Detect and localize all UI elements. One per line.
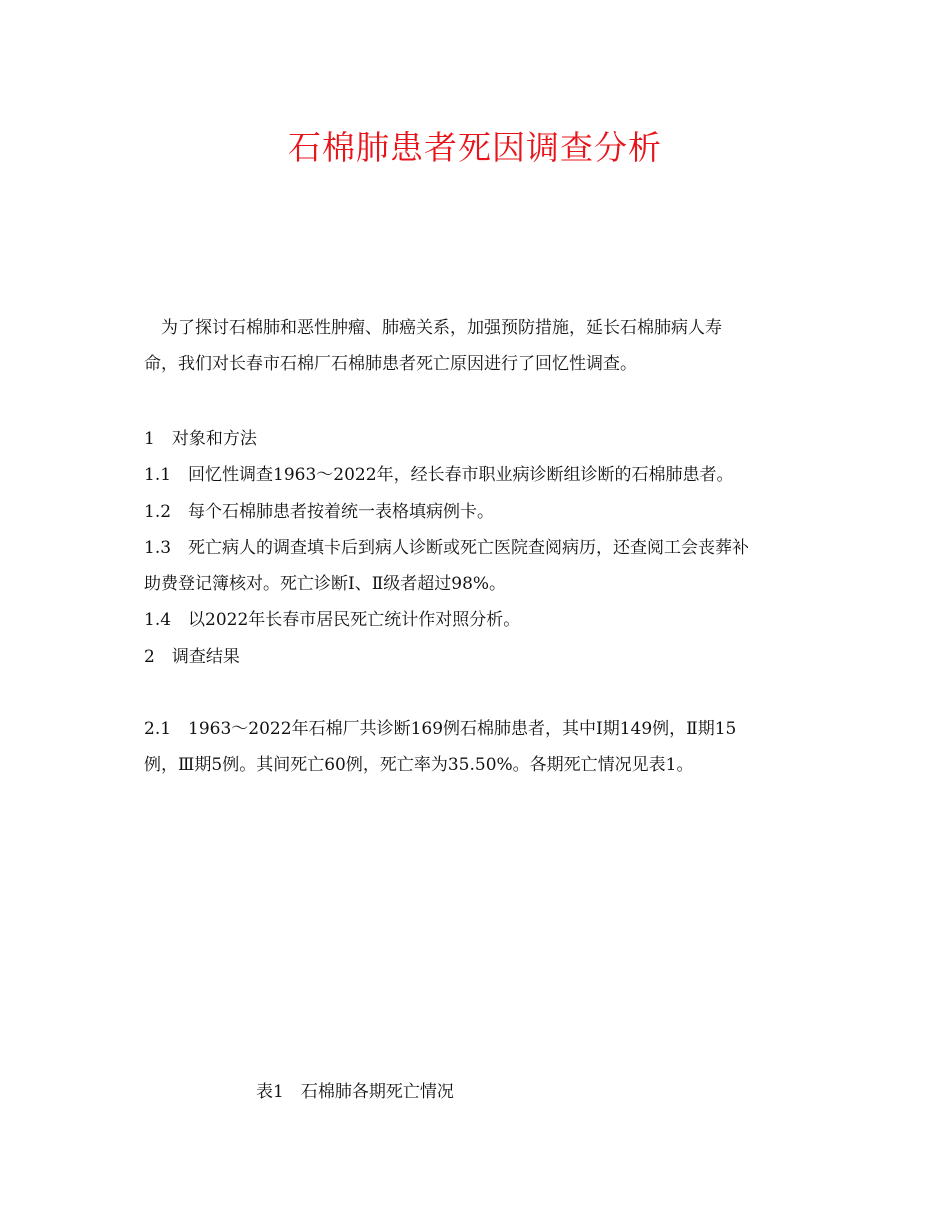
table-1-caption: 表1 石棉肺各期死亡情况 [256,1082,454,1102]
intro-paragraph-line-2: 命，我们对长春市石棉厂石棉肺患者死亡原因进行了回忆性调查。 [144,354,637,374]
section-1-heading: 1 对象和方法 [144,429,257,449]
section-1-2-text: 1.2 每个石棉肺患者按着统一表格填病例卡。 [144,502,495,522]
section-1-1-text: 1.1 回忆性调查1963～2022年，经长春市职业病诊断组诊断的石棉肺患者。 [144,465,734,485]
intro-paragraph-line-1: 为了探讨石棉肺和恶性肿瘤、肺癌关系，加强预防措施，延长石棉肺病人寿 [144,318,722,338]
section-2-heading: 2 调查结果 [144,647,240,667]
section-1-4-text: 1.4 以2022年长春市居民死亡统计作对照分析。 [144,610,521,630]
document-title: 石棉肺患者死因调查分析 [288,128,662,167]
section-1-3-text-line-1: 1.3 死亡病人的调查填卡后到病人诊断或死亡医院查阅病历，还查阅工会丧葬补 [144,538,750,558]
section-1-3-text-line-2: 助费登记簿核对。死亡诊断Ⅰ、Ⅱ级者超过98%。 [144,574,507,594]
section-2-1-text-line-1: 2.1 1963～2022年石棉厂共诊断169例石棉肺患者，其中Ⅰ期149例，Ⅱ期15 [144,719,737,739]
section-2-1-text-line-2: 例，Ⅲ期5例。其间死亡60例，死亡率为35.50%。各期死亡情况见表1。 [144,755,694,775]
